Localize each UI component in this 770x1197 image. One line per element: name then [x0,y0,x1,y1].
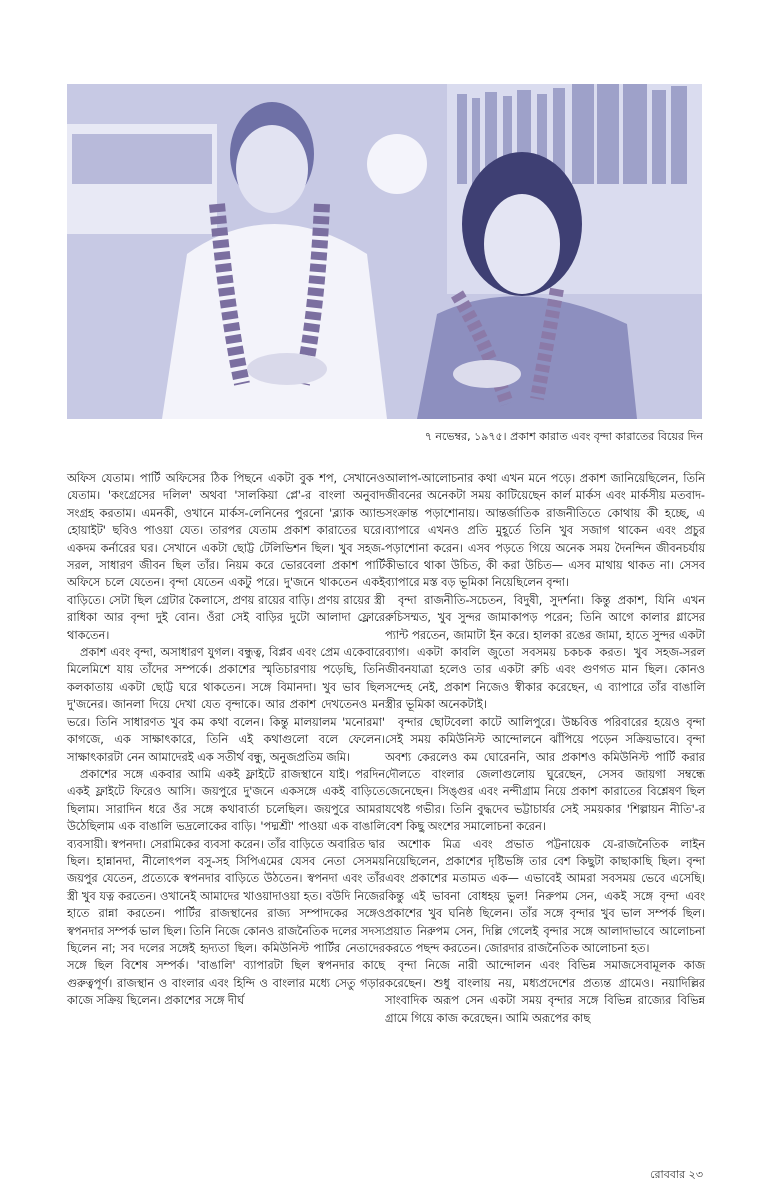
photo-illustration [67,84,702,419]
photo-caption: ৭ নভেম্বর, ১৯৭৫। প্রকাশ কারাত এবং বৃন্দা কারাতের বিয়ের দিন [424,430,703,443]
paragraph: অশোক মিত্র এবং প্রভাত পট্টনায়েক যে-রাজনৈতিক লাইন নিয়েছিলেন, প্রকাশের দৃষ্টিভঙ্গি তার বেশ কিছুটা কাছাকাছি ছিল। বৃন্দা এবং প্রকাশের মতামত এক— এভাবেই আমরা সবসময় ভেবে এসেছি। কিন্তু এই ভাবনা বোধহয় ভুল! নিরুপম সেন, একই সঙ্গে বৃন্দা এবং প্রকাশের খুব ঘনিষ্ঠ ছিলেন। তাঁর সঙ্গে বৃন্দার খুব ভাল সম্পর্ক ছিল। প্রয়াত নিরুপম সেন, দিল্লি গেলেই বৃন্দার সঙ্গে আলাদাভাবে আলোচনা করতে পছন্দ করতেন। জোরদার রাজনৈতিক আলোচনা হত। [385,837,705,955]
page-footer: রোববার ২৩ [650,1168,703,1181]
paragraph: বৃন্দা নিজে নারী আন্দোলন এবং বিভিন্ন সমাজসেবামূলক কাজ করেছেন। শুধু বাংলায় নয়, মধ্যপ্রদেশের প্রত্যন্ত গ্রামেও। নয়াদিল্লির সাংবাদিক অরূপ সেন একটা সময় বৃন্দার সঙ্গে বিভিন্ন রাজ্যের বিভিন্ন গ্রামে গিয়ে কাজ করেছেন। আমি অরূপের কাছ [385,959,705,1025]
paragraph: অফিস যেতাম। পার্টি অফিসের ঠিক পিছনে একটা বুক শপ, সেখানেও যেতাম। 'কংগ্রেসের দলিল' অথবা 'সালকিয়া প্লে'-র বাংলা অনুবাদ সংগ্রহ করতাম। এমনকী, ওখানে মার্কস-লেনিনের পুরনো 'ব্ল্যাক অ্যান্ড হোয়াইট' ছবিও পাওয়া যেত। তারপর যেতাম প্রকাশ কারাতের ঘরে। একদম কর্নারের ঘর। সেখানে একটা ছোট্ট টেলিভিশন ছিল। খুব সহজ-সরল, সাধারণ জীবন ছিল তাঁর। নিয়ম করে ভোরবেলা প্রকাশ পার্টি অফিসে চলে যেতেন। বৃন্দা যেতেন একটু পরে। দু'জনে থাকতেন একই বাড়িতে। সেটা ছিল গ্রেটার কৈলাসে, প্রণয় রায়ের বাড়ি। প্রণয় রায়ের স্ত্রী রাধিকা আর বৃন্দা দুই বোন। ওঁরা সেই বাড়ির দুটো আলাদা ফ্লোরে থাকতেন। [67,472,385,642]
paragraph: বৃন্দার ছোটবেলা কাটে আলিপুরে। উচ্চবিত্ত পরিবারের হয়েও বৃন্দা সেই সময় কমিউনিস্ট আন্দোলনে ঝাঁপিয়ে পড়েন সক্রিয়ভাবে। বৃন্দা অবশ্য কেরলেও কম ঘোরেননি, আর প্রকাশও কমিউনিস্ট পার্টি করার দৌলতে বাংলার জেলাগুলোয় ঘুরেছেন, সেসব জায়গা সম্বন্ধে জেনেছেন। সিঙ্গুর এবং নন্দীগ্রাম নিয়ে প্রকাশ কারাতের বিশ্লেষণ ছিল যথেষ্ট গভীর। তিনি বুদ্ধদেব ভট্টাচার্যর সেই সময়কার 'শিল্পায়ন নীতি'-র বেশ কিছু অংশের সমালোচনা করেন। [385,715,705,834]
right-column [385,470,705,1027]
wedding-photo [67,84,702,419]
paragraph: আলাপ-আলোচনার কথা এখন মনে পড়ে। প্রকাশ জানিয়েছিলেন, তিনি জীবনের অনেকটা সময় কাটিয়েছেন কার্ল মার্কস এবং মার্কসীয় মতবাদ-সংক্রান্ত পড়াশোনায়। আন্তর্জাতিক রাজনীতিতে কোথায় কী হচ্ছে, এ ব্যাপারে এখনও প্রতি মুহূর্তে তিনি খুব সজাগ থাকেন এবং প্রচুর পড়াশোনা করেন। এসব পড়তে গিয়ে অনেক সময় দৈনন্দিন জীবনচর্যায় কীভাবে থাকা উচিত, কী করা উচিত— এসব মাথায় থাকত না। সেসব ব্যাপারে মস্ত বড় ভূমিকা নিয়েছিলেন বৃন্দা। [385,472,705,590]
paragraph: বৃন্দা রাজনীতি-সচেতন, বিদুষী, সুদর্শনা। কিন্তু প্রকাশ, যিনি এখন রুচিসম্মত, খুব সুন্দর জামাকাপড় পরেন; তিনি আগে কালার গ্লাসের প্যান্ট পরতেন, জামাটা ইন করে। হালকা রঙের জামা, হাতে সুন্দর একটা ব্যাগ। একটা কাবলি জুতো সবসময় চকচক করত। খুব সহজ-সরল জীবনযাত্রা হলেও তার একটা রুচি এবং গুণগত মান ছিল। কোনও সন্দেহ নেই, প্রকাশ নিজেও স্বীকার করেছেন, এ ব্যাপারে তাঁর বাঙালি স্ত্রীর ভূমিকা অনেকটাই। [385,593,705,712]
paragraph: প্রকাশের সঙ্গে একবার আমি একই ফ্লাইটে রাজস্থানে যাই। পরদিন একই ফ্লাইটে ফিরেও আসি। জয়পুরে দু'জনে একসঙ্গে একই বাড়িতে ছিলাম। সারাদিন ধরে ওঁর সঙ্গে কথাবার্তা চলেছিল। জয়পুরে আমরা উঠেছিলাম এক বাঙালি ভদ্রলোকের বাড়ি। 'পদ্মশ্রী' পাওয়া এক বাঙালি ব্যবসায়ী। স্বপনদা। সেরামিকের ব্যবসা করেন। তাঁর বাড়িতে অবারিত দ্বার ছিল। হান্নানদা, নীলোৎপল বসু-সহ সিপিএমের যেসব নেতা সেসময় জয়পুর যেতেন, প্রত্যেকে স্বপনদার বাড়িতে উঠতেন। স্বপনদা এবং তাঁর স্ত্রী খুব যত্ন করতেন। ওখানেই আমাদের খাওয়াদাওয়া হত। বউদি নিজের হাতে রান্না করতেন। পার্টির রাজস্থানের রাজ্য সম্পাদকের সঙ্গেও স্বপনদার সম্পর্ক ভাল ছিল। তিনি নিজে কোনও রাজনৈতিক দলের সদস্য ছিলেন না; সব দলের সঙ্গেই হৃদ্যতা ছিল। কমিউনিস্ট পার্টির নেতাদের সঙ্গে ছিল বিশেষ সম্পর্ক। 'বাঙালি' ব্যাপারটা ছিল স্বপনদার কাছে গুরুত্বপূর্ণ। রাজস্থান ও বাংলার এবং হিন্দি ও বাংলার মধ্যে সেতু গড়ার কাজে সক্রিয় ছিলেন। প্রকাশের সঙ্গে দীর্ঘ [67,767,385,1008]
paragraph: প্রকাশ এবং বৃন্দা, অসাধারণ যুগল। বন্ধুত্ব, বিপ্লব এবং প্রেম একেবারে মিলেমিশে যায় তাঁদের সম্পর্কে। প্রকাশের স্মৃতিচারণায় পড়েছি, তিনি কলকাতায় একটা ছোট্ট ঘরে থাকতেন। সঙ্গে বিমানদা। খুব ভাব ছিল দু'জনের। জানলা দিয়ে দেখা যেত বৃন্দাকে। আর প্রকাশ দেখতেনও মন ভরে। তিনি সাধারণত খুব কম কথা বলেন। কিন্তু মালয়ালম 'মনোরমা' কাগজে, এক সাক্ষাৎকারে, তিনি এই কথাগুলো বলে ফেলেন। সাক্ষাৎকারটা নেন আমাদেরই এক সতীর্থ বন্ধু, অনুজপ্রতিম জমি। [67,646,385,764]
left-column [67,470,385,1010]
